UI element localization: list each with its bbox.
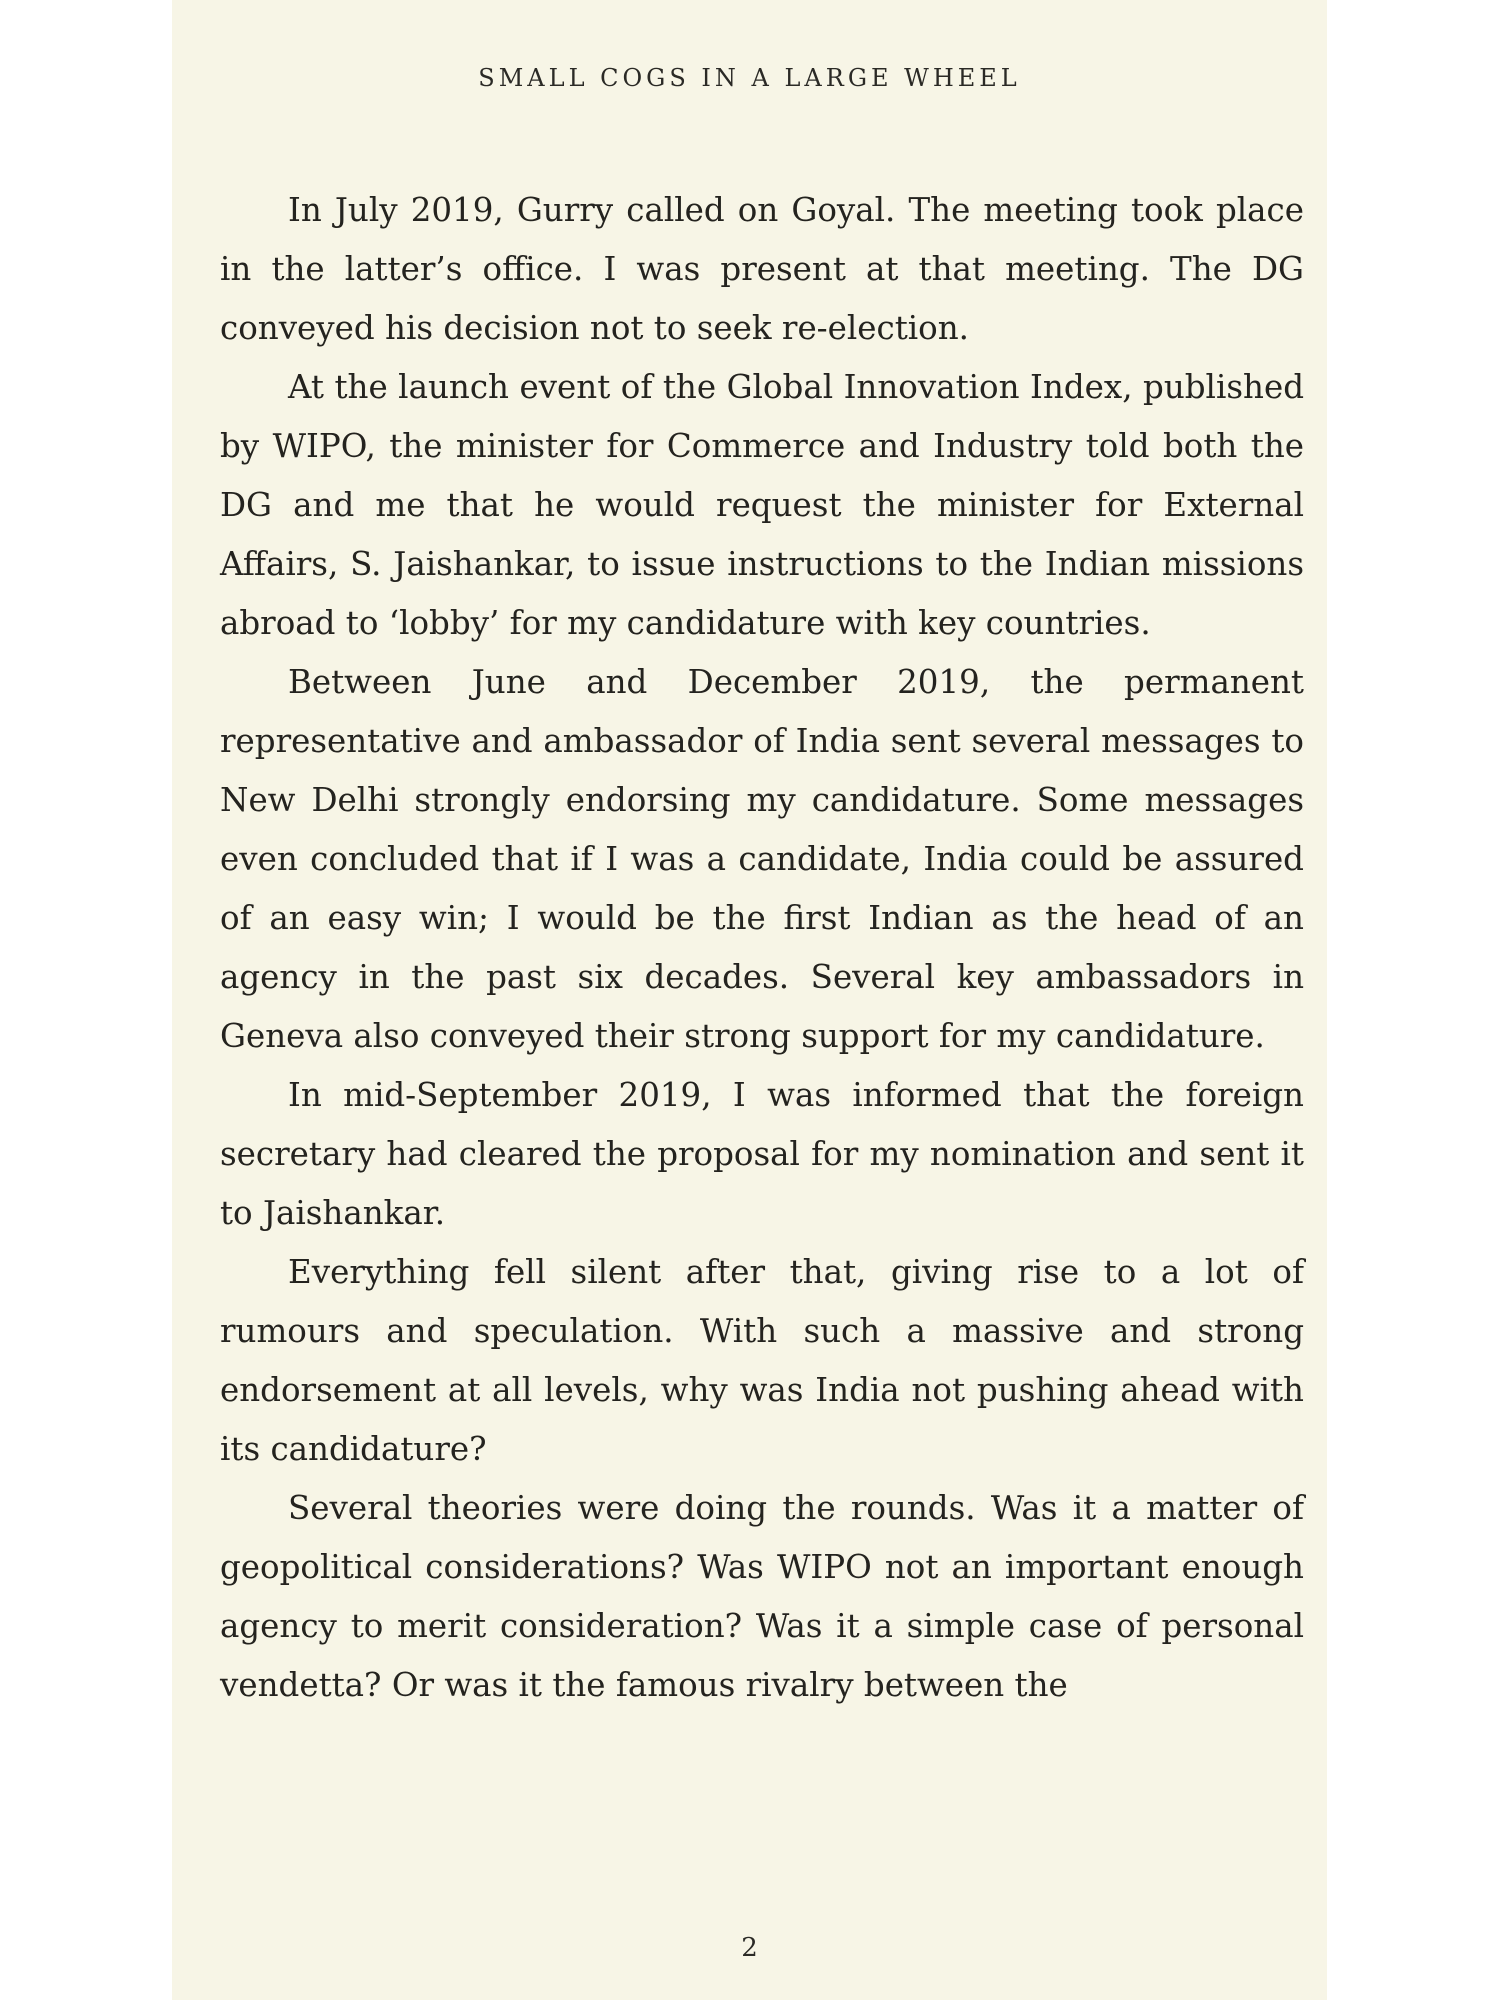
paragraph-4: In mid-September 2019, I was informed that the foreign secretary had cleared the proposal for my nomination and sent it to Jaishankar. [220, 1076, 1304, 1232]
book-page [172, 0, 1327, 2000]
paragraph-5: Everything fell silent after that, giving rise to a lot of rumours and speculation. With such a massive and strong endorsement at all levels, why was India not pushing ahead with its candidature? [220, 1253, 1304, 1468]
page-number: 2 [741, 1933, 758, 1963]
paragraph-1: In July 2019, Gurry called on Goyal. The meeting took place in the latter’s office. I was present at that meeting. The DG conveyed his decision not to seek re-election. [220, 191, 1304, 347]
paragraph-3: Between June and December 2019, the permanent representative and ambassador of India sent several messages to New Delhi strongly endorsing my candidature. Some messages even concluded that if I was a candidate, India could be assured of an easy win; I would be the first Indian as the head of an agency in the past six decades. Several key ambassadors in Geneva also conveyed their strong support for my candidature. [220, 663, 1304, 1055]
paragraph-2: At the launch event of the Global Innovation Index, published by WIPO, the minister for Commerce and Industry told both the DG and me that he would request the minister for External Affairs, S. Jaishankar, to issue instructions to the Indian missions abroad to ‘lobby’ for my candidature with key countries. [220, 368, 1304, 642]
running-head: SMALL COGS IN A LARGE WHEEL [478, 64, 1021, 92]
body-text [220, 181, 1304, 1715]
paragraph-6: Several theories were doing the rounds. Was it a matter of geopolitical considerations? Was WIPO not an important enough agency to merit consideration? Was it a simple case of personal vendetta? Or was it the famous rivalry between the [220, 1489, 1304, 1704]
